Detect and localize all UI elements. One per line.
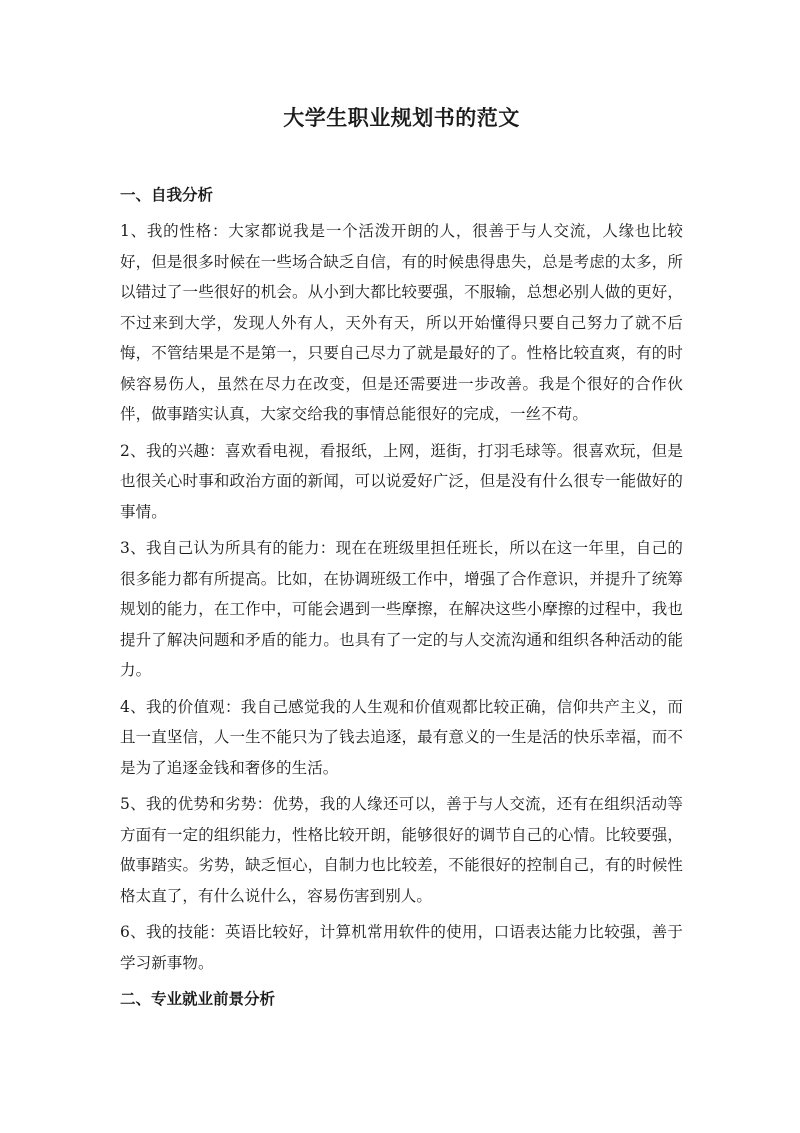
section-heading: 一、自我分析 <box>120 186 214 204</box>
paragraph-strengths-weaknesses: 5、我的优势和劣势：优势，我的人缘还可以，善于与人交流，还有在组织活动等方面有一定的组织能力，性格比较开朗，能够很好的调节自己的心情。比较要强，做事踏实。劣势，缺乏恒心，自制力也比较差，不能很好的控制自己，有的时候性格太直了，有什么说什么，容易伤害到别人。 <box>120 795 683 905</box>
document-title: 大学生职业规划书的范文 <box>283 106 520 130</box>
paragraph-values: 4、我的价值观：我自己感觉我的人生观和价值观都比较正确，信仰共产主义，而且一直坚信，人一生不能只为了钱去追逐，最有意义的一生是活的快乐幸福，而不是为了追逐金钱和奢侈的生活。 <box>120 697 683 777</box>
section-heading: 二、专业就业前景分析 <box>120 990 276 1008</box>
paragraph-abilities: 3、我自己认为所具有的能力：现在在班级里担任班长，所以在这一年里，自己的很多能力都有所提高。比如，在协调班级工作中，增强了合作意识，并提升了统筹规划的能力，在工作中，可能会遇到一些摩擦，在解决这些小摩擦的过程中，我也提升了解决问题和矛盾的能力。也具有了一定的与人交流沟通和组织各种活动的能力。 <box>120 539 683 679</box>
paragraph-personality: 1、我的性格：大家都说我是一个活泼开朗的人，很善于与人交流，人缘也比较好，但是很多时候在一些场合缺乏自信，有的时候患得患失，总是考虑的太多，所以错过了一些很好的机会。从小到大都比较要强，不服输，总想必别人做的更好，不过来到大学，发现人外有人，天外有天，所以开始懂得只要自己努力了就不后悔，不管结果是不是第一，只要自己尽力了就是最好的了。性格比较直爽，有的时候容易伤人，虽然在尽力在改变，但是还需要进一步改善。我是个很好的合作伙伴，做事踏实认真，大家交给我的事情总能很好的完成，一丝不苟。 <box>120 222 683 423</box>
section-career-prospects <box>120 984 683 1014</box>
paragraph-skills: 6、我的技能：英语比较好，计算机常用软件的使用，口语表达能力比较强，善于学习新事物。 <box>120 923 683 972</box>
section-self-analysis <box>120 180 683 978</box>
paragraph-interests: 2、我的兴趣：喜欢看电视，看报纸，上网，逛街，打羽毛球等。很喜欢玩，但是也很关心时事和政治方面的新闻，可以说爱好广泛，但是没有什么很专一能做好的事情。 <box>120 441 683 521</box>
